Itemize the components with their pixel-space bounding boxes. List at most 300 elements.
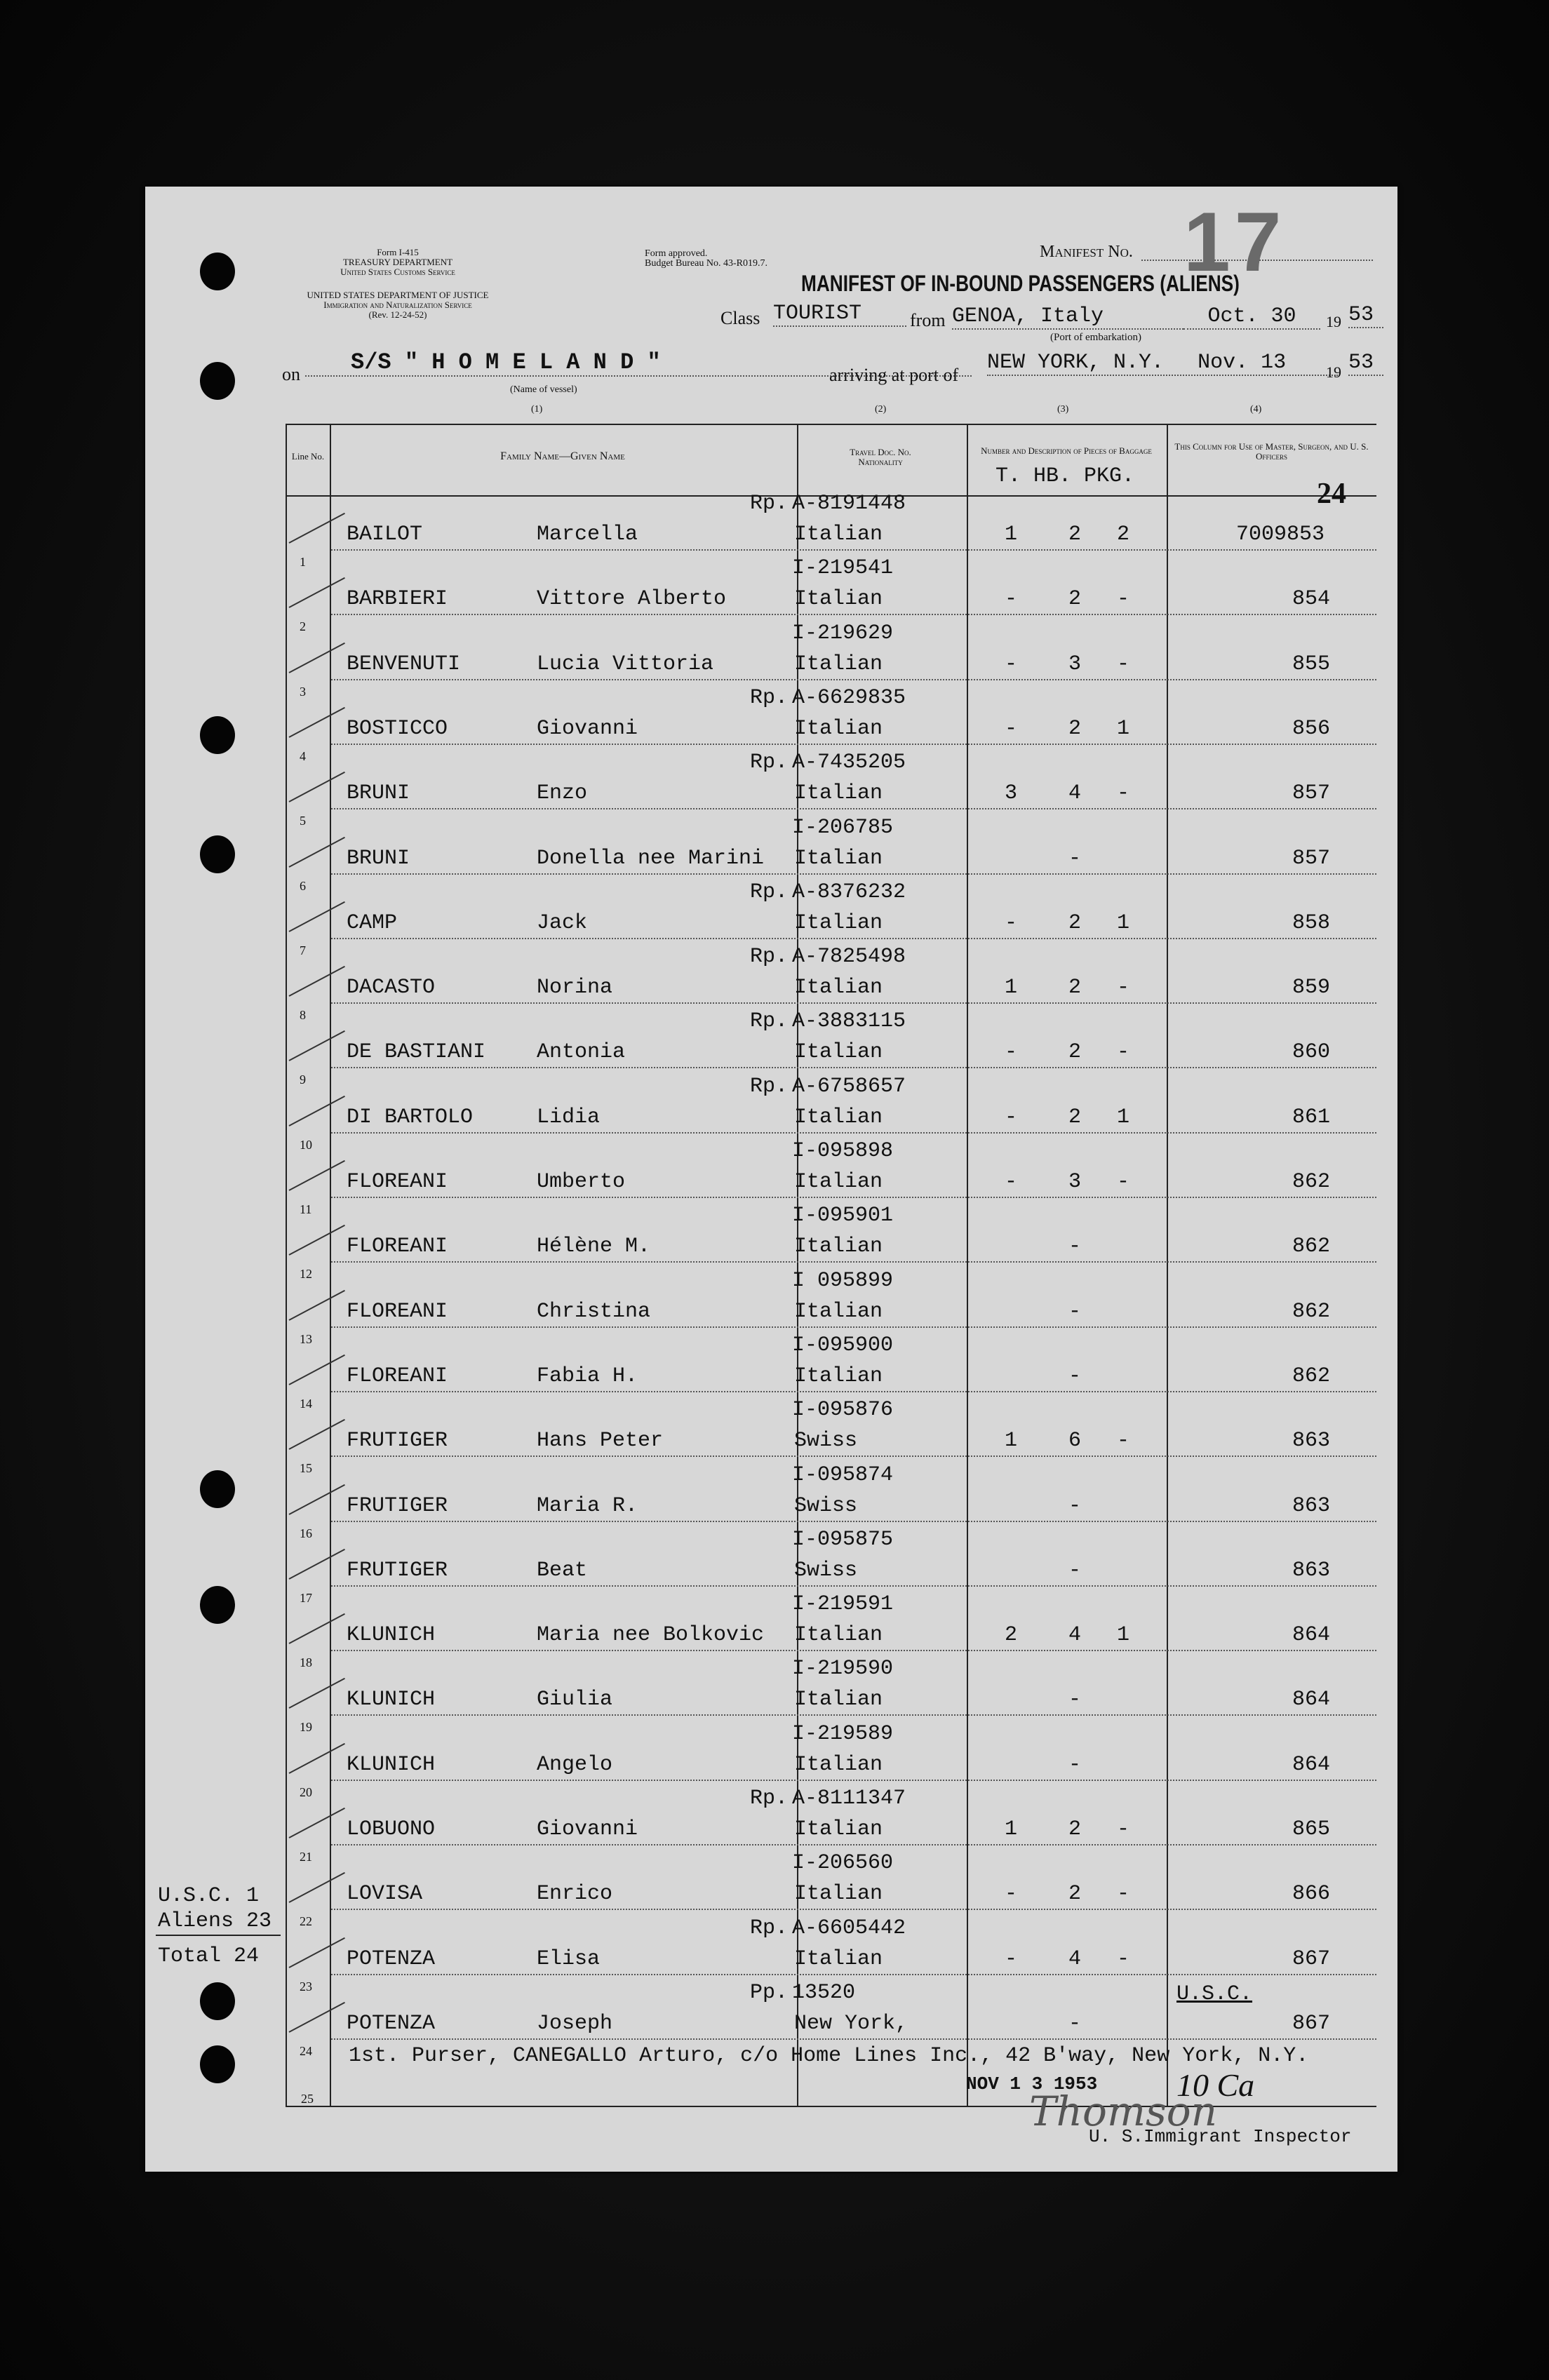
row-rule <box>331 808 1376 809</box>
line-number: 16 <box>300 1526 312 1540</box>
baggage-hb: 2 <box>1068 523 1082 546</box>
doc-type: Rp. <box>750 1916 789 1940</box>
baggage-t: 1 <box>1005 1429 1018 1453</box>
margin-aliens: Aliens 23 <box>158 1909 272 1933</box>
baggage-pkg: 2 <box>1117 523 1130 546</box>
doc-number: I-206560 <box>792 1851 894 1876</box>
inspector-initials: 10 Ca <box>1176 2067 1255 2103</box>
row-rule <box>331 1844 1376 1845</box>
row-rule <box>331 1391 1376 1392</box>
line-number: 9 <box>300 1073 306 1087</box>
baggage-pkg: - <box>1117 652 1130 676</box>
line-number: 4 <box>300 748 306 763</box>
nationality: Italian <box>794 1688 883 1712</box>
doc-type: Rp. <box>750 492 789 516</box>
baggage-hb: - <box>1068 1299 1082 1324</box>
baggage-pkg: - <box>1117 1429 1130 1453</box>
inspector-title: U. S.Immigrant Inspector <box>1089 2126 1352 2147</box>
officer-number: 863 <box>1292 1429 1331 1453</box>
nationality: Italian <box>794 1817 883 1841</box>
baggage-t: 2 <box>1005 1623 1018 1648</box>
baggage-t: 1 <box>1005 976 1018 1000</box>
baggage-hb: 4 <box>1068 1947 1082 1971</box>
line-number: 21 <box>300 1850 312 1864</box>
check-mark <box>289 513 345 544</box>
punch-hole <box>200 1586 235 1624</box>
doc-number: A-6629835 <box>792 685 906 710</box>
table-top-rule <box>286 424 1376 425</box>
family-name: LOVISA <box>347 1882 423 1907</box>
baggage-pkg: 1 <box>1117 716 1130 741</box>
nationality: Italian <box>794 652 883 676</box>
doc-number: I-219629 <box>792 621 894 645</box>
doc-type: Rp. <box>750 1787 789 1810</box>
given-name: Christina <box>537 1299 651 1324</box>
officer-note: U.S.C. <box>1176 1982 1253 2006</box>
check-mark <box>289 1225 345 1256</box>
given-name: Fabia H. <box>537 1364 638 1388</box>
manifest-title: MANIFEST OF IN-BOUND PASSENGERS (ALIENS) <box>801 271 1240 296</box>
row-rule <box>331 1974 1376 1975</box>
line-number-25: 25 <box>301 2092 314 2106</box>
margin-total: Total 24 <box>158 1944 260 1968</box>
nationality: Italian <box>794 1040 883 1065</box>
doc-number: I-206785 <box>792 815 894 840</box>
check-mark <box>289 707 345 738</box>
given-name: Joseph <box>537 2011 613 2036</box>
nationality: Italian <box>794 1105 883 1129</box>
margin-usc: U.S.C. 1 <box>158 1884 260 1908</box>
manifest-page <box>145 187 1397 2172</box>
family-name: FLOREANI <box>347 1235 448 1259</box>
doc-number: I-095875 <box>792 1527 894 1552</box>
baggage-pkg: - <box>1117 781 1130 806</box>
nationality: Italian <box>794 1235 883 1259</box>
port-caption: (Port of embarkation) <box>1050 332 1141 343</box>
officer-number: 862 <box>1292 1364 1331 1388</box>
nationality: Swiss <box>794 1558 858 1582</box>
officer-number: 865 <box>1292 1817 1331 1841</box>
baggage-t: 1 <box>1005 1817 1018 1841</box>
check-mark <box>289 1678 345 1709</box>
officers-header: This Column for Use of Master, Surgeon, and U. S. Officers <box>1174 441 1369 462</box>
embark-year-prefix: 19 <box>1326 313 1341 330</box>
baggage-pkg: - <box>1117 587 1130 612</box>
doc-number: I-095876 <box>792 1398 894 1423</box>
doc-number: I-219589 <box>792 1721 894 1746</box>
doc-type: Rp. <box>750 1074 789 1098</box>
arrival-year: 53 <box>1348 351 1383 376</box>
baggage-pkg: 1 <box>1117 1105 1130 1129</box>
arrival-stamp: NOV 1 3 1953 <box>966 2073 1098 2095</box>
punch-hole <box>200 253 235 290</box>
check-mark <box>289 1030 345 1061</box>
check-mark <box>289 1743 345 1774</box>
nationality: Italian <box>794 910 883 935</box>
arrival-year-prefix: 19 <box>1326 363 1341 381</box>
check-mark <box>289 1872 345 1903</box>
line-number: 10 <box>300 1137 312 1152</box>
baggage-header: Number and Description of Pieces of Baggage <box>981 445 1152 456</box>
doc-type: Rp. <box>750 880 789 904</box>
given-name: Enrico <box>537 1882 613 1907</box>
vessel-name: S/S " H O M E L A N D " <box>305 349 972 377</box>
line-number: 12 <box>300 1267 312 1282</box>
line-number: 1 <box>300 555 306 569</box>
row-rule <box>331 549 1376 551</box>
nationality: Italian <box>794 976 883 1000</box>
baggage-pkg: 1 <box>1117 1623 1130 1648</box>
family-name: POTENZA <box>347 1947 436 1971</box>
baggage-hb: 2 <box>1068 1817 1082 1841</box>
family-name: DE BASTIANI <box>347 1040 486 1065</box>
col4-number: (4) <box>1250 404 1262 415</box>
baggage-hb: - <box>1068 846 1082 870</box>
doc-type: Rp. <box>750 1009 789 1034</box>
given-name: Giovanni <box>537 1817 638 1841</box>
baggage-pkg: 1 <box>1117 910 1130 935</box>
family-name: KLUNICH <box>347 1623 436 1648</box>
row-rule <box>331 1650 1376 1651</box>
given-name: Umberto <box>537 1170 626 1194</box>
purser-line: 1st. Purser, CANEGALLO Arturo, c/o Home Lines Inc., 42 B'way, New York, N.Y. <box>349 2044 1309 2068</box>
line-number: 13 <box>300 1331 312 1346</box>
baggage-hb: 2 <box>1068 1105 1082 1129</box>
baggage-hb: - <box>1068 2011 1082 2036</box>
given-name: Angelo <box>537 1752 613 1777</box>
baggage-t: 1 <box>1005 523 1018 546</box>
line-number: 14 <box>300 1396 312 1411</box>
officer-number: 862 <box>1292 1235 1331 1259</box>
row-rule <box>331 1326 1376 1328</box>
baggage-pkg: - <box>1117 1170 1130 1194</box>
baggage-pkg: - <box>1117 1817 1130 1841</box>
baggage-hb: 2 <box>1068 1040 1082 1065</box>
col1-number: (1) <box>531 404 543 415</box>
given-name: Marcella <box>537 523 638 546</box>
vessel-caption: (Name of vessel) <box>510 384 577 395</box>
nationality: Swiss <box>794 1429 858 1453</box>
doc-number: I-095898 <box>792 1139 894 1163</box>
family-name: BENVENUTI <box>347 652 461 676</box>
doc-number: A-7825498 <box>792 945 906 969</box>
officer-number: 863 <box>1292 1558 1331 1582</box>
family-name: BRUNI <box>347 846 410 870</box>
doc-type: Pp. <box>750 1980 789 2005</box>
nationality: Italian <box>794 587 883 612</box>
doc-number: I-219541 <box>792 556 894 581</box>
inspector-signature: Thomson <box>1029 2087 1217 2135</box>
baggage-pkg: - <box>1117 976 1130 1000</box>
family-name: BRUNI <box>347 781 410 806</box>
given-name: Lucia Vittoria <box>537 652 714 676</box>
baggage-t: - <box>1005 652 1018 676</box>
travel-doc-header: Travel Doc. No. Nationality <box>850 447 911 467</box>
baggage-t: - <box>1005 1170 1018 1194</box>
punch-hole <box>200 1470 235 1508</box>
nationality: Italian <box>794 1947 883 1971</box>
nationality: Italian <box>794 1752 883 1777</box>
given-name: Maria R. <box>537 1493 638 1518</box>
family-name: DI BARTOLO <box>347 1105 474 1129</box>
officer-number: 859 <box>1292 976 1331 1000</box>
punch-hole <box>200 362 235 400</box>
embark-port: GENOA, Italy <box>952 304 1183 330</box>
family-name: POTENZA <box>347 2011 436 2036</box>
baggage-t: - <box>1005 587 1018 612</box>
margin-total-rule <box>156 1935 281 1936</box>
family-name: FLOREANI <box>347 1170 448 1194</box>
officer-number: 861 <box>1292 1105 1331 1129</box>
row-rule <box>331 1780 1376 1781</box>
nationality: Italian <box>794 1364 883 1388</box>
officer-number: 864 <box>1292 1623 1331 1648</box>
family-name: FRUTIGER <box>347 1429 448 1453</box>
given-name: Donella nee Marini <box>537 846 765 870</box>
row-rule <box>331 1197 1376 1198</box>
nationality: Italian <box>794 781 883 806</box>
baggage-hb: 4 <box>1068 1623 1082 1648</box>
doc-number: A-8376232 <box>792 880 906 904</box>
check-mark <box>289 772 345 802</box>
nationality: Italian <box>794 1882 883 1907</box>
row-rule <box>331 873 1376 875</box>
ins-service: Immigration and Naturalization Service <box>323 300 472 310</box>
baggage-hb: 6 <box>1068 1429 1082 1453</box>
row-rule <box>331 1132 1376 1134</box>
nationality: Italian <box>794 1299 883 1324</box>
nationality: New York, <box>794 2011 908 2036</box>
given-name: Vittore Alberto <box>537 587 727 612</box>
given-name: Elisa <box>537 1947 601 1971</box>
row-rule <box>331 1002 1376 1004</box>
budget-bureau: Budget Bureau No. 43-R019.7. <box>645 258 767 269</box>
baggage-hb: - <box>1068 1752 1082 1777</box>
check-mark <box>289 1549 345 1580</box>
from-label: from <box>910 310 946 330</box>
given-name: Lidia <box>537 1105 601 1129</box>
treasury-dept: TREASURY DEPARTMENT <box>342 257 453 267</box>
officer-number: 863 <box>1292 1493 1331 1518</box>
check-mark <box>289 901 345 932</box>
baggage-pkg: - <box>1117 1947 1130 1971</box>
arrival-port-name: NEW YORK, N.Y. <box>987 351 1165 375</box>
family-name: LOBUONO <box>347 1817 436 1841</box>
check-mark <box>289 1419 345 1450</box>
baggage-pkg: - <box>1117 1882 1130 1907</box>
nationality: Italian <box>794 1623 883 1648</box>
line-number: 7 <box>300 943 306 957</box>
baggage-t: - <box>1005 716 1018 741</box>
col2-number: (2) <box>875 404 887 415</box>
baggage-hb: 2 <box>1068 910 1082 935</box>
check-mark <box>289 1354 345 1385</box>
line-number: 23 <box>300 1979 312 1994</box>
row-rule <box>331 938 1376 939</box>
baggage-hb: 4 <box>1068 781 1082 806</box>
baggage-hb: 3 <box>1068 1170 1082 1194</box>
line-number: 17 <box>300 1590 312 1605</box>
officer-number: 858 <box>1292 910 1331 935</box>
punch-hole <box>200 835 235 873</box>
baggage-hb: 2 <box>1068 587 1082 612</box>
baggage-t: - <box>1005 1105 1018 1129</box>
doc-number: I 095899 <box>792 1268 894 1293</box>
doc-number: I-219590 <box>792 1657 894 1681</box>
check-mark <box>289 2002 345 2033</box>
check-mark <box>289 1160 345 1191</box>
line-number: 22 <box>300 1914 312 1929</box>
doc-number: I-095900 <box>792 1333 894 1357</box>
doc-number: 13520 <box>792 1980 856 2005</box>
given-name: Antonia <box>537 1040 626 1065</box>
doc-number: I-095874 <box>792 1463 894 1487</box>
check-mark <box>289 966 345 997</box>
family-name: BARBIERI <box>347 587 448 612</box>
doc-number: A-6758657 <box>792 1074 906 1098</box>
check-mark <box>289 836 345 867</box>
line-number: 6 <box>300 878 306 893</box>
baggage-hb: - <box>1068 1364 1082 1388</box>
name-header: Family Name—Given Name <box>500 450 625 462</box>
check-mark <box>289 642 345 673</box>
doc-number: I-095901 <box>792 1204 894 1228</box>
line-no-header: Line No. <box>291 451 325 462</box>
officer-number: 854 <box>1292 587 1331 612</box>
punch-hole <box>200 2045 235 2083</box>
line-number: 15 <box>300 1461 312 1476</box>
line-col-rule <box>330 424 331 2107</box>
given-name: Giulia <box>537 1688 613 1712</box>
justice-dept: UNITED STATES DEPARTMENT OF JUSTICE <box>307 290 489 300</box>
nationality: Italian <box>794 716 883 741</box>
family-name: FLOREANI <box>347 1299 448 1324</box>
check-mark <box>289 1937 345 1968</box>
doc-number: A-6605442 <box>792 1916 906 1940</box>
row-rule <box>331 1067 1376 1068</box>
line-number: 19 <box>300 1720 312 1735</box>
officers-header-count: 24 <box>1317 478 1346 510</box>
nationality: Italian <box>794 846 883 870</box>
row-rule <box>331 1714 1376 1716</box>
row-rule <box>331 679 1376 680</box>
family-name: BAILOT <box>347 523 423 546</box>
arriving-label: arriving at port of <box>829 365 959 385</box>
check-mark <box>289 1808 345 1838</box>
baggage-hb: 2 <box>1068 1882 1082 1907</box>
officer-number: 866 <box>1292 1882 1331 1907</box>
family-name: CAMP <box>347 910 398 935</box>
baggage-hb: 2 <box>1068 716 1082 741</box>
line-number: 20 <box>300 1784 312 1799</box>
line-number: 24 <box>300 2043 312 2058</box>
line-number: 18 <box>300 1655 312 1670</box>
form-number: Form I-415 <box>377 247 419 257</box>
nationality: Italian <box>794 1170 883 1194</box>
line-number: 5 <box>300 814 306 828</box>
family-name: KLUNICH <box>347 1752 436 1777</box>
officer-number: 7009853 <box>1236 523 1325 546</box>
class-value: TOURIST <box>773 302 906 327</box>
baggage-t: - <box>1005 1882 1018 1907</box>
on-label: on <box>282 364 300 384</box>
class-label: Class <box>720 308 760 328</box>
doc-col-rule <box>967 424 968 2107</box>
baggage-t: - <box>1005 1040 1018 1065</box>
given-name: Jack <box>537 910 588 935</box>
baggage-hb: - <box>1068 1235 1082 1259</box>
table-left-rule <box>286 424 287 2107</box>
col3-number: (3) <box>1057 404 1069 415</box>
family-name: DACASTO <box>347 976 436 1000</box>
nationality: Italian <box>794 523 883 546</box>
officer-number: 855 <box>1292 652 1331 676</box>
check-mark <box>289 1096 345 1127</box>
officer-number: 867 <box>1292 1947 1331 1971</box>
doc-number: A-3883115 <box>792 1009 906 1034</box>
officer-number: 867 <box>1292 2011 1331 2036</box>
manifest-no-label: Manifest No. <box>1040 243 1133 261</box>
doc-type: Rp. <box>750 751 789 775</box>
officer-number: 862 <box>1292 1170 1331 1194</box>
check-mark <box>289 577 345 608</box>
row-rule <box>331 1455 1376 1457</box>
officer-number: 860 <box>1292 1040 1331 1065</box>
row-rule <box>331 1585 1376 1587</box>
given-name: Hélène M. <box>537 1235 651 1259</box>
officer-number: 864 <box>1292 1688 1331 1712</box>
baggage-t: - <box>1005 910 1018 935</box>
baggage-hb: - <box>1068 1558 1082 1582</box>
doc-number: A-7435205 <box>792 751 906 775</box>
officer-number: 862 <box>1292 1299 1331 1324</box>
line-number: 11 <box>300 1202 312 1216</box>
doc-number: I-219591 <box>792 1592 894 1617</box>
manifest-number: 17 <box>1183 195 1286 289</box>
doc-type: Rp. <box>750 945 789 969</box>
row-rule <box>331 1261 1376 1263</box>
check-mark <box>289 1289 345 1320</box>
baggage-hb: 3 <box>1068 652 1082 676</box>
form-approved: Form approved. <box>645 248 708 259</box>
baggage-pkg: - <box>1117 1040 1130 1065</box>
embark-date: Oct. 30 <box>1183 304 1320 330</box>
given-name: Beat <box>537 1558 588 1582</box>
row-rule <box>331 1521 1376 1522</box>
arrival-date: Nov. 13 <box>1198 351 1287 375</box>
customs-service: United States Customs Service <box>340 267 455 277</box>
officer-number: 857 <box>1292 781 1331 806</box>
baggage-col-rule <box>1167 424 1168 2107</box>
punch-hole <box>200 716 235 754</box>
given-name: Hans Peter <box>537 1429 664 1453</box>
row-rule <box>331 2038 1376 2040</box>
family-name: FRUTIGER <box>347 1493 448 1518</box>
given-name: Enzo <box>537 781 588 806</box>
row-rule <box>331 1909 1376 1910</box>
family-name: FRUTIGER <box>347 1558 448 1582</box>
baggage-hb: 2 <box>1068 976 1082 1000</box>
given-name: Giovanni <box>537 716 638 741</box>
given-name: Norina <box>537 976 613 1000</box>
baggage-hb: - <box>1068 1688 1082 1712</box>
officer-number: 857 <box>1292 846 1331 870</box>
baggage-t: 3 <box>1005 781 1018 806</box>
given-name: Maria nee Bolkovic <box>537 1623 765 1648</box>
doc-number: A-8111347 <box>792 1787 906 1810</box>
line-number: 2 <box>300 619 306 634</box>
officer-number: 856 <box>1292 716 1331 741</box>
